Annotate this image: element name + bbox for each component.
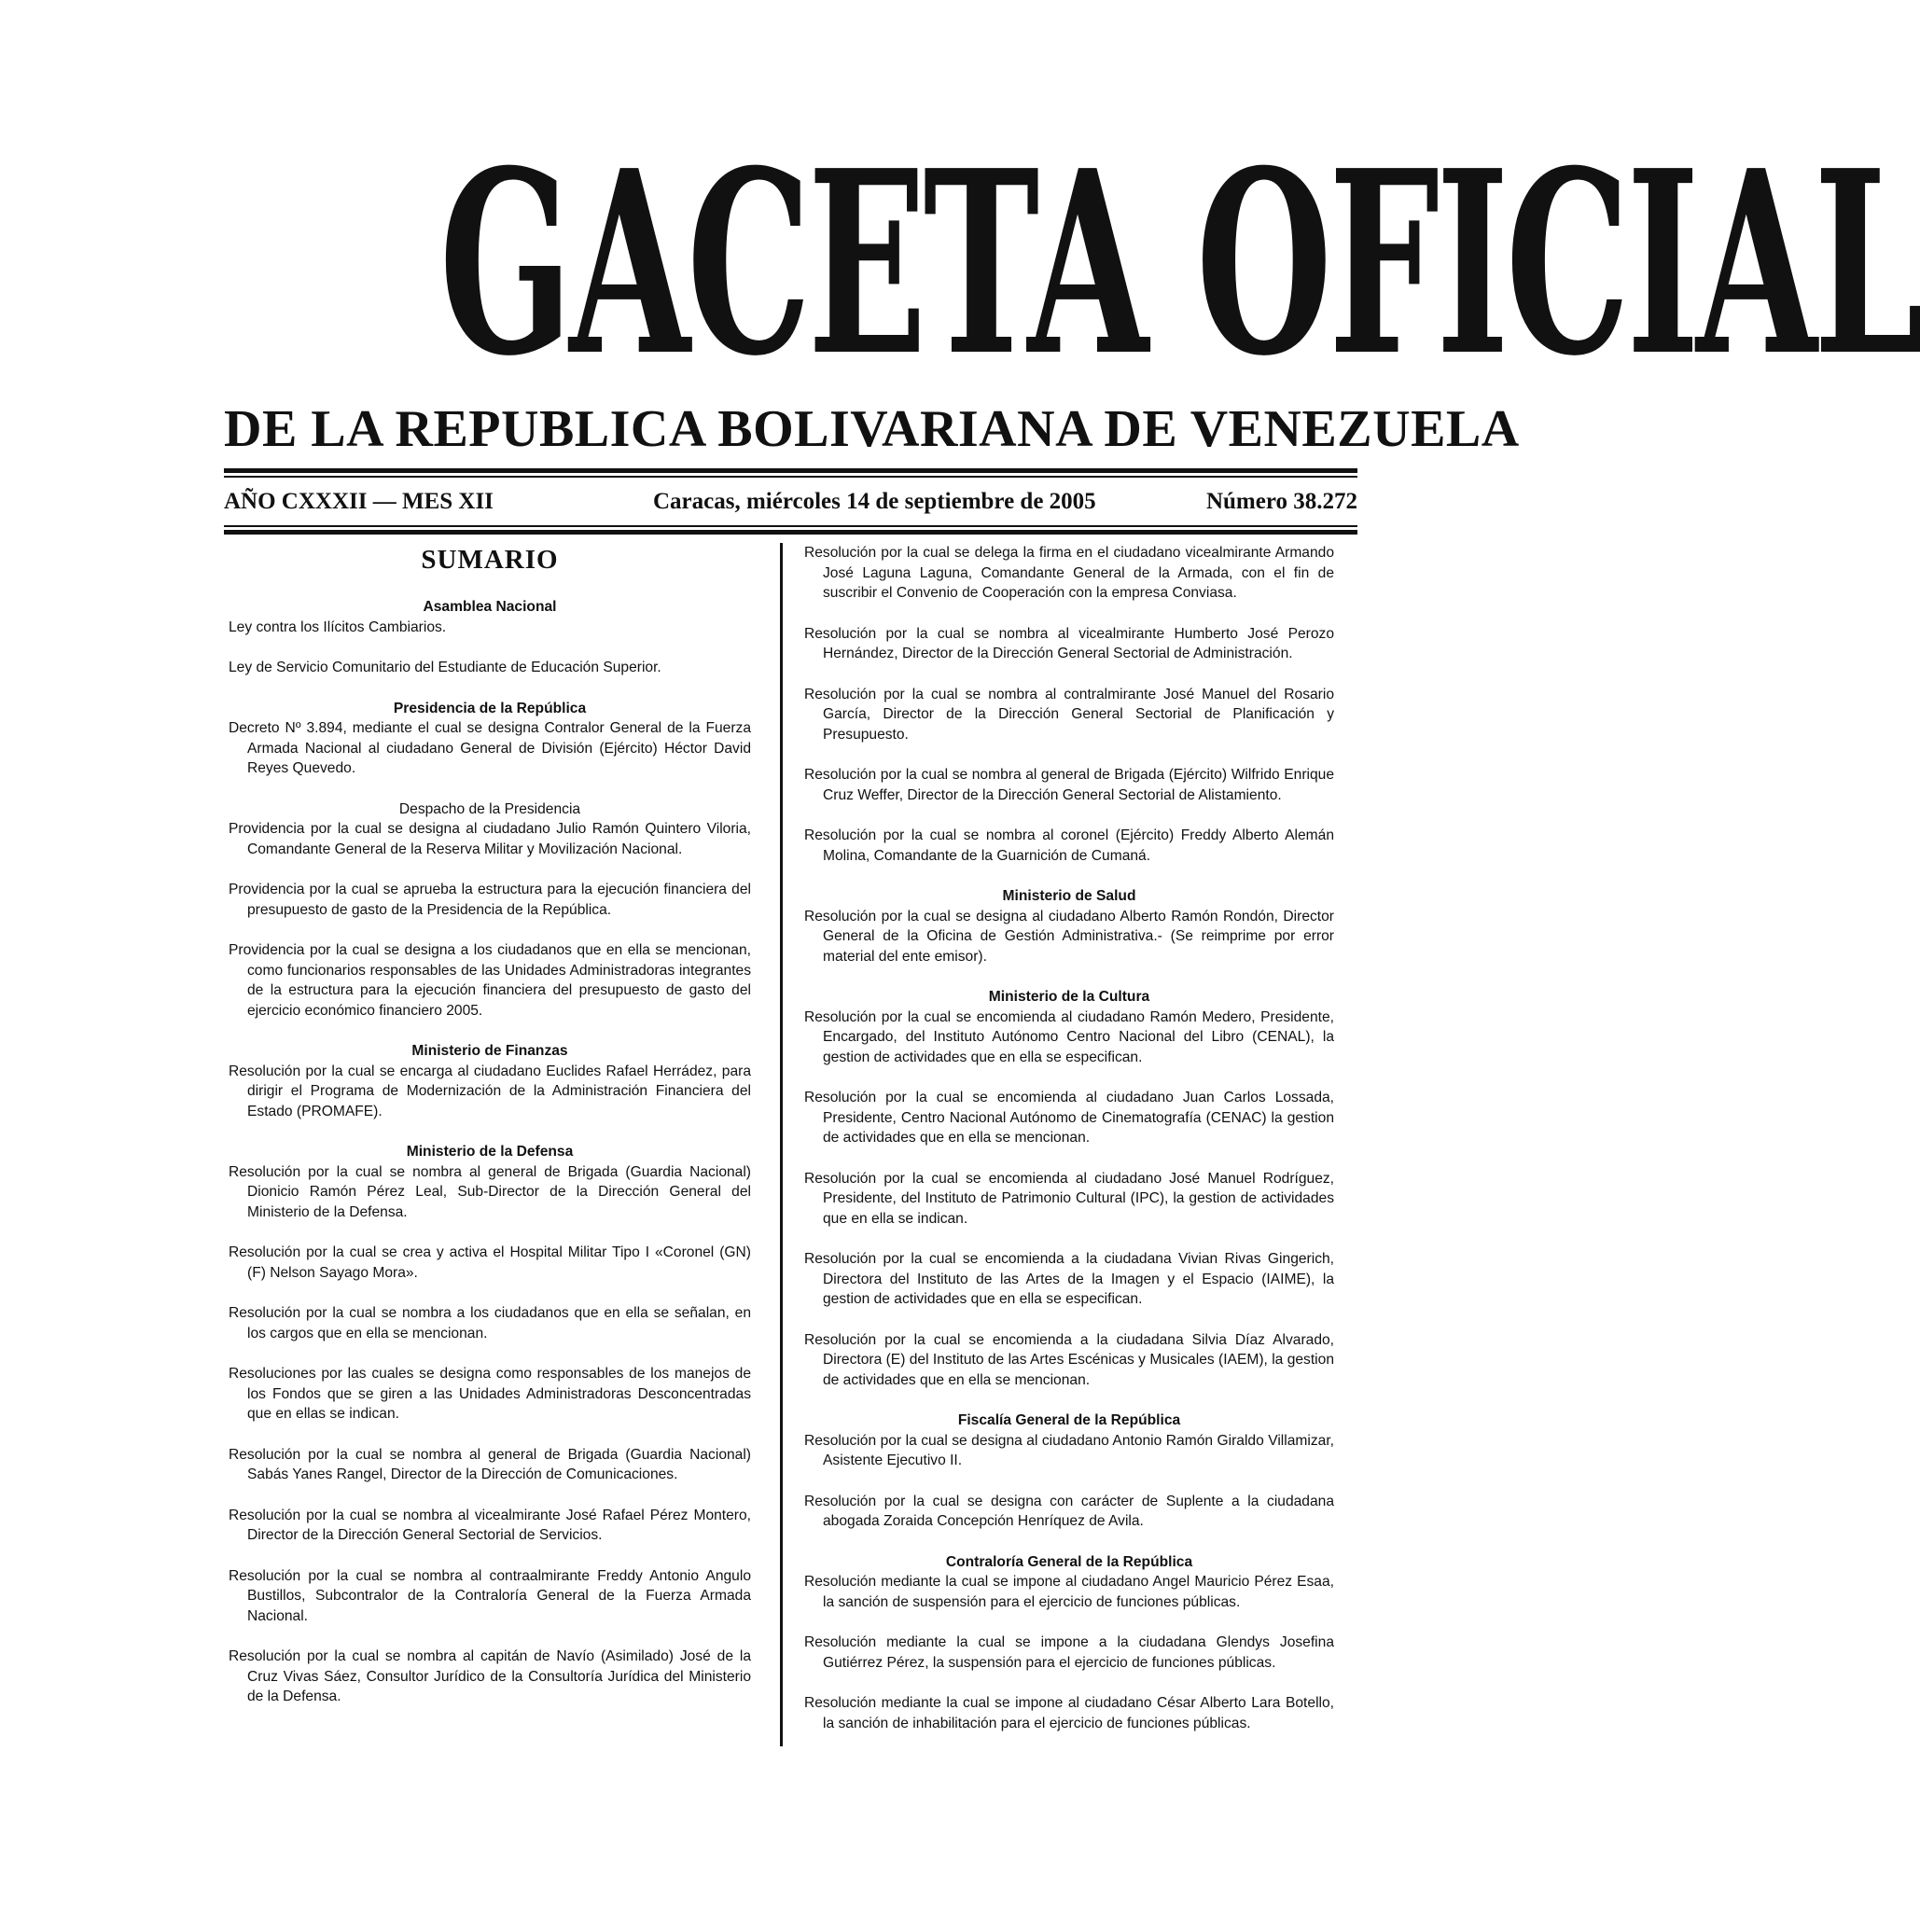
issue-date: Caracas, miércoles 14 de septiembre de 2005 [653,489,1096,514]
header-rule-top-thick [224,468,1357,473]
sumario-entry: Resolución por la cual se nombra al vicealmirante Humberto José Perozo Hernández, Director de la Dirección General Sectorial de Administración. [804,625,1334,661]
section-group [229,597,751,678]
sumario-entry: Resolución por la cual se crea y activa el Hospital Militar Tipo I «Coronel (GN) (F) Nelson Sayago Mora». [229,1244,751,1281]
sumario-entry: Resolución por la cual se encomienda al ciudadano Juan Carlos Lossada, Presidente, Centro Nacional Autónomo de Cinematografía (CENAC) la gestion de actividades que en ella se mencionan. [804,1090,1334,1146]
sumario-entry: Resolución mediante la cual se impone a la ciudadana Glendys Josefina Gutiérrez Pérez, la suspensión para el ejercicio de funciones públicas. [804,1634,1334,1671]
sumario-entry: Providencia por la cual se aprueba la estructura para la ejecución financiera del presupuesto de gasto de la Presidencia de la República. [229,882,751,918]
issue-info-bar [224,483,1357,521]
section-group [229,799,751,1022]
masthead-title: GACETA OFICIAL [438,115,1920,411]
sumario-entry: Resolución por la cual se nombra al general de Brigada (Ejército) Wilfrido Enrique Cruz Weffer, Director de la Dirección General Sectorial de Alistamiento. [804,767,1334,803]
section-group [804,987,1334,1390]
sumario-entry: Resolución por la cual se designa al ciudadano Antonio Ramón Giraldo Villamizar, Asistente Ejecutivo II. [804,1432,1334,1468]
sumario-entry: Ley contra los Ilícitos Cambiarios. [229,619,447,635]
section-heading: Ministerio de Salud [1002,888,1136,904]
header-rule-bottom-thin [224,525,1357,527]
sumario-entry: Resolución por la cual se nombra al general de Brigada (Guardia Nacional) Dionicio Ramón Pérez Leal, Sub-Director de la Dirección General del Ministerio de la Defensa. [229,1163,751,1220]
section-group [229,699,751,779]
sumario-entry: Resolución por la cual se delega la firma en el ciudadano vicealmirante Armando José Laguna Laguna, Comandante General de la Armada, con el fin de suscribir el Convenio de Cooperación con la empresa Conviasa. [804,545,1334,601]
sumario-entry: Resolución mediante la cual se impone al ciudadano César Alberto Lara Botello, la sanción de inhabilitación para el ejercicio de funciones públicas. [804,1695,1334,1731]
section-group [804,543,1334,866]
header-rule-top-thin [224,476,1357,478]
section-heading: Asamblea Nacional [423,599,557,615]
sumario-entry: Resolución por la cual se nombra al contralmirante José Manuel del Rosario García, Director de la Dirección General Sectorial de Planificación y Presupuesto. [804,686,1334,743]
section-heading: Contraloría General de la República [945,1553,1193,1570]
sumario-entry: Resolución por la cual se nombra al vicealmirante José Rafael Pérez Montero, Director de la Dirección General Sectorial de Servicios. [229,1507,751,1543]
sumario-entry: Resolución por la cual se encomienda al ciudadano Ramón Medero, Presidente, Encargado, del Instituto Autónomo Centro Nacional del Libro (CENAL), la gestion de actividades que en ella se especifican. [804,1008,1334,1065]
section-group [229,1142,751,1707]
sumario-entry: Resolución por la cual se encomienda a la ciudadana Vivian Rivas Gingerich, Directora del Instituto de las Artes de la Imagen y el Espacio (IAIME), la gestion de actividades que en ella se especifican. [804,1251,1334,1307]
sumario-entry: Providencia por la cual se designa a los ciudadanos que en ella se mencionan, como funcionarios responsables de las Unidades Administradoras integrantes de la estructura para la ejecución financiera del presupuesto de gasto del ejercicio económico financiero 2005. [229,942,751,1019]
right-column-body [804,543,1334,1733]
sumario-entry: Resolución por la cual se nombra a los ciudadanos que en ella se señalan, en los cargos que en ella se mencionan. [229,1305,751,1341]
section-group [804,886,1334,966]
sumario-entry: Resolución por la cual se encarga al ciudadano Euclides Rafael Herrádez, para dirigir el Programa de Modernización de la Administración Financiera del Estado (PROMAFE). [229,1063,751,1119]
sumario-entry: Resolución por la cual se designa al ciudadano Alberto Ramón Rondón, Director General de la Oficina de Gestión Administrativa.- (Se reimprime por error material del ente emisor). [804,908,1334,965]
left-column-body [229,597,751,1707]
sumario-entry: Resolución por la cual se encomienda a la ciudadana Silvia Díaz Alvarado, Directora (E) del Instituto de las Artes Escénicas y Musicales (IAEM), la gestion de actividades que en ella se mencionan. [804,1331,1334,1388]
section-heading: Fiscalía General de la República [957,1412,1181,1428]
sumario-entry: Resolución por la cual se designa con carácter de Suplente a la ciudadana abogada Zoraida Concepción Henríquez de Avila. [804,1493,1334,1529]
column-divider [780,543,783,1746]
sumario-entry: Resolución mediante la cual se impone al ciudadano Angel Mauricio Pérez Esaa, la sanción de suspensión para el ejercicio de funciones públicas. [804,1574,1334,1610]
section-group [229,1041,751,1121]
sumario-entry: Resolución por la cual se nombra al contraalmirante Freddy Antonio Angulo Bustillos, Subcontralor de la Contraloría General de la Fuerza Armada Nacional. [229,1567,751,1624]
sumario-entry: Providencia por la cual se designa al ciudadano Julio Ramón Quintero Viloria, Comandante General de la Reserva Militar y Movilización Nacional. [229,821,751,857]
issue-year-month: AÑO CXXXII — MES XII [224,489,494,514]
section-heading: Ministerio de Finanzas [411,1043,568,1059]
sumario-left-column [229,543,751,1728]
issue-number: Número 38.272 [1205,489,1357,514]
header-rule-bottom-thick [224,530,1357,535]
section-heading: Ministerio de la Defensa [406,1144,574,1160]
masthead-subtitle: DE LA REPUBLICA BOLIVARIANA DE VENEZUELA [224,400,1520,458]
section-group [804,1411,1334,1532]
sumario-entry: Resolución por la cual se nombra al general de Brigada (Guardia Nacional) Sabás Yanes Rangel, Director de la Dirección de Comunicaciones. [229,1446,751,1482]
sumario-entry: Resolución por la cual se encomienda al ciudadano José Manuel Rodríguez, Presidente, del Instituto de Patrimonio Cultural (IPC), la gestion de actividades que en ella se indican. [804,1170,1334,1227]
sumario-entry: Resoluciones por las cuales se designa como responsables de los manejos de los Fondos que se giren a las Unidades Administradoras Desconcentradas que en ellas se indican. [229,1366,751,1422]
sumario-right-column [804,543,1334,1754]
sumario-entry: Ley de Servicio Comunitario del Estudiante de Educación Superior. [229,660,661,675]
section-group [804,1552,1334,1734]
sumario-heading: SUMARIO [421,545,559,575]
sumario-entry: Decreto Nº 3.894, mediante el cual se designa Contralor General de la Fuerza Armada Nacional al ciudadano General de División (Ejército) Héctor David Reyes Quevedo. [229,720,751,776]
sumario-entry: Resolución por la cual se nombra al coronel (Ejército) Freddy Alberto Alemán Molina, Comandante de la Guarnición de Cumaná. [804,827,1334,864]
section-heading: Presidencia de la República [393,700,587,716]
section-heading: Despacho de la Presidencia [398,800,581,817]
sumario-entry: Resolución por la cual se nombra al capitán de Navío (Asimilado) José de la Cruz Vivas Sáez, Consultor Jurídico de la Consultoría Jurídica del Ministerio de la Defensa. [229,1648,751,1704]
section-heading: Ministerio de la Cultura [988,989,1150,1005]
